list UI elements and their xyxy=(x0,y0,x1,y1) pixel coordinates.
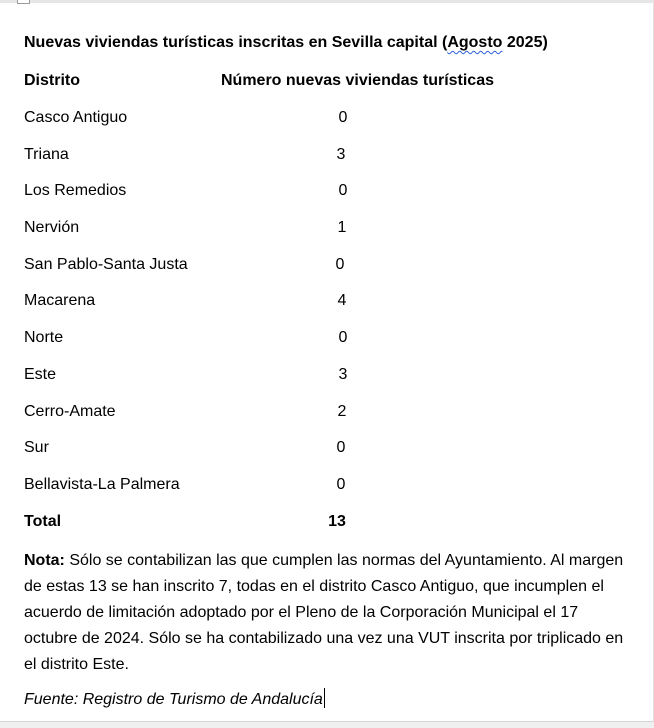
top-toolbar-edge xyxy=(0,0,654,3)
district-name: Sur xyxy=(24,439,49,456)
table-row xyxy=(24,403,424,425)
table-row xyxy=(24,219,424,241)
table-handle[interactable] xyxy=(17,0,30,4)
text-cursor xyxy=(324,688,325,708)
district-name: Casco Antiguo xyxy=(24,109,128,126)
total-label: Total xyxy=(24,513,62,530)
district-count: 1 xyxy=(337,219,347,236)
district-count: 2 xyxy=(337,403,347,420)
district-count: 0 xyxy=(336,439,346,456)
table-row xyxy=(24,182,424,204)
title-text: Nuevas viviendas turísticas inscritas en Sevilla capital ( xyxy=(24,34,448,51)
district-count: 0 xyxy=(335,256,345,273)
table-row xyxy=(24,292,424,314)
table-row xyxy=(24,256,424,278)
title-text-end: 2025) xyxy=(502,34,548,51)
district-name: Bellavista-La Palmera xyxy=(24,476,180,493)
table-row xyxy=(24,476,424,498)
district-name: Cerro-Amate xyxy=(24,403,116,420)
total-value: 13 xyxy=(328,513,346,530)
district-count: 0 xyxy=(338,182,348,199)
note-label: Nota: xyxy=(24,552,65,569)
table-row xyxy=(24,366,424,388)
table-row xyxy=(24,109,424,131)
column-header-count: Número nuevas viviendas turísticas xyxy=(221,72,494,89)
district-name: Norte xyxy=(24,329,64,346)
source-text: Fuente: Registro de Turismo de Andalucía xyxy=(24,691,323,708)
spellcheck-flagged-word[interactable]: Agosto xyxy=(447,34,503,51)
district-count: 3 xyxy=(336,146,346,163)
note-text: Sólo se contabilizan las que cumplen las normas del Ayuntamiento. Al margen de estas 13 se han inscrito 7, todas en el distrito Casco Antiguo, que incumplen el acuerdo de limitación adoptado por el Pleno de la Corporación Municipal el 17 octubre de 2024. Sólo se ha contabilizado una vez una VUT inscrita por triplicado en el distrito Este. xyxy=(24,552,624,673)
district-count: 0 xyxy=(338,329,348,346)
district-name: Triana xyxy=(24,146,69,163)
source-line xyxy=(24,688,325,709)
district-count: 4 xyxy=(337,292,347,309)
table-row xyxy=(24,439,424,461)
table-row xyxy=(24,146,424,168)
district-count: 0 xyxy=(338,109,348,126)
district-name: Este xyxy=(24,366,57,383)
column-header-district: Distrito xyxy=(24,72,80,89)
note-paragraph xyxy=(24,548,634,678)
district-name: Nervión xyxy=(24,219,80,236)
table-total-row xyxy=(24,513,424,535)
table-row xyxy=(24,329,424,351)
district-name: San Pablo-Santa Justa xyxy=(24,256,188,273)
document-title xyxy=(24,34,548,52)
district-count: 0 xyxy=(336,476,346,493)
district-name: Macarena xyxy=(24,292,96,309)
district-count: 3 xyxy=(338,366,348,383)
district-name: Los Remedios xyxy=(24,182,127,199)
